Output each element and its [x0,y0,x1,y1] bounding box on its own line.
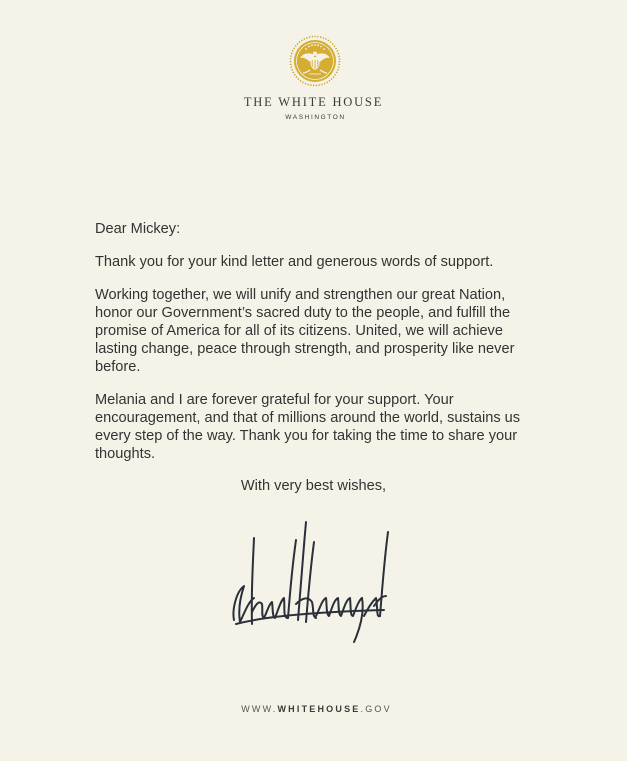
footer-domain: WHITEHOUSE [277,704,361,714]
salutation: Dear Mickey: [95,221,181,237]
letterhead-subtitle: WASHINGTON [285,114,346,121]
paragraph-1: Thank you for your kind letter and generous words of support. [95,254,494,270]
presidential-seal-icon [289,35,341,87]
closing-line: With very best wishes, [240,478,387,494]
handwritten-signature-icon [226,512,396,652]
footer-website [0,704,627,714]
letter-body [95,220,535,478]
paragraph-3: Melania and I are forever grateful for your support. Your encouragement, and that of millions around the world, sustains us every step of the way. Thank you for taking the time to share your thoughts. [95,392,521,462]
letterhead-title: THE WHITE HOUSE [243,95,384,109]
footer-prefix: WWW. [241,704,278,714]
paragraph-2: Working together, we will unify and strengthen our great Nation, honor our Government’s sacred duty to the people, and fulfill the promise of America for all of its citizens. United, we will achieve lasting change, peace through strength, and prosperity like never before. [95,287,515,375]
footer-suffix: .GOV [360,704,392,714]
